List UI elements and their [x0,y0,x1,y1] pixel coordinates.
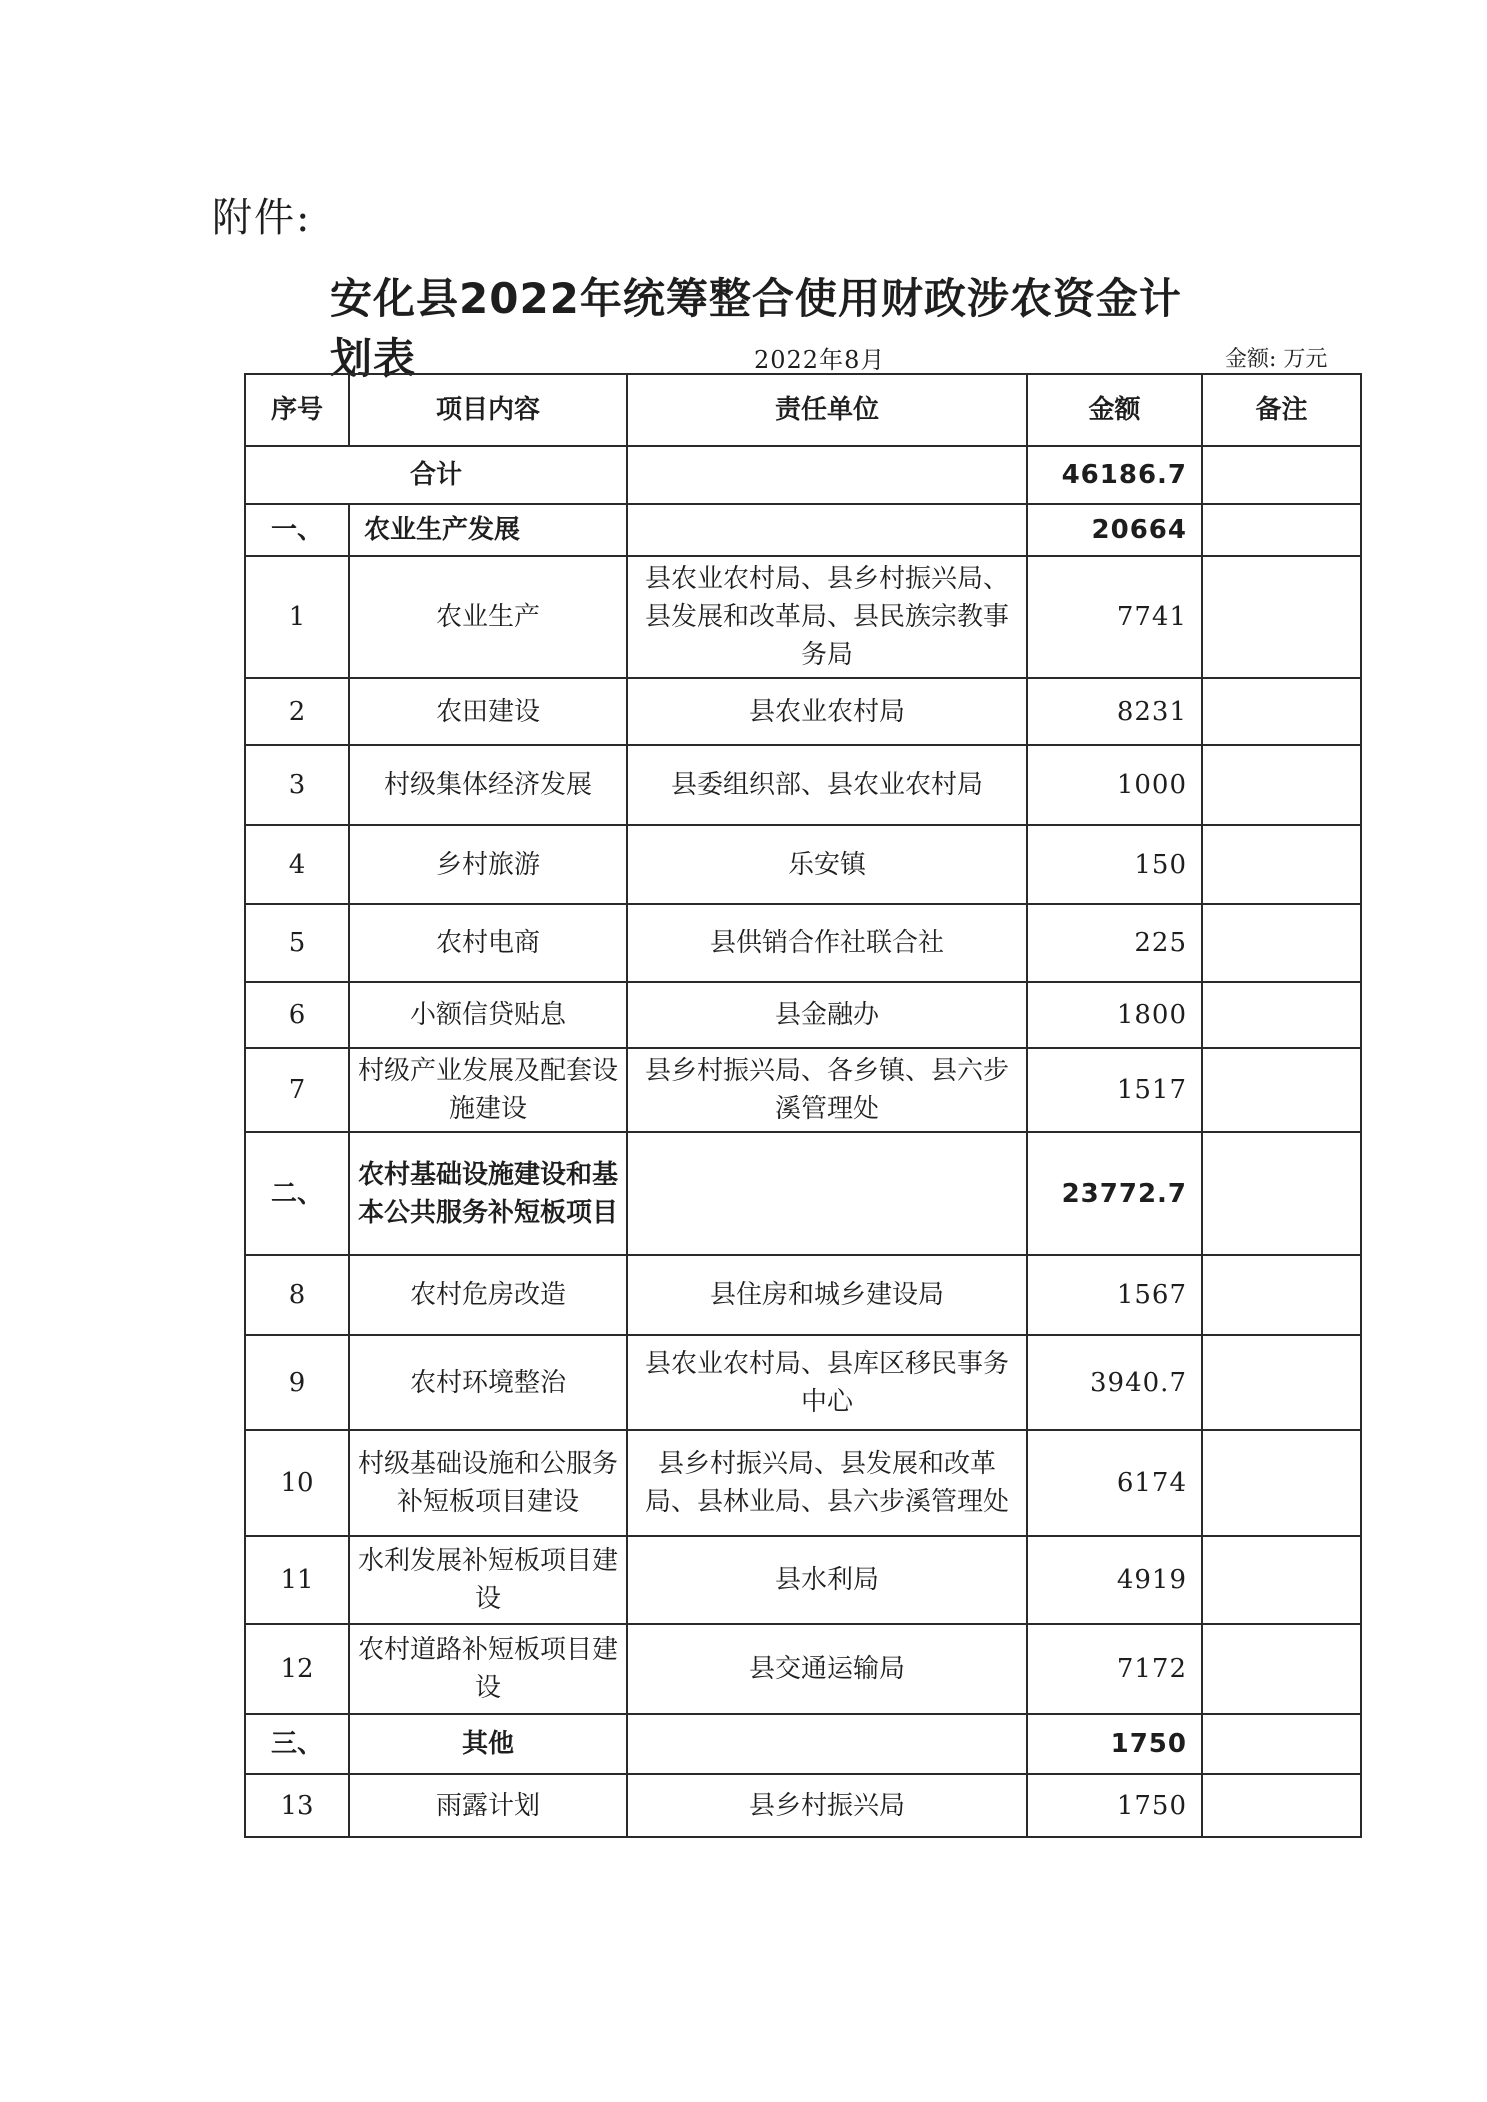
item-content: 乡村旅游 [349,825,627,904]
item-content: 村级集体经济发展 [349,745,627,825]
item-content: 农田建设 [349,678,627,745]
total-note-cell [1202,446,1361,504]
item-amount: 150 [1027,825,1202,904]
item-unit: 县农业农村局 [627,678,1027,745]
item-note [1202,678,1361,745]
item-unit: 县水利局 [627,1536,1027,1624]
section-name: 其他 [349,1714,627,1774]
table-row [245,1774,1361,1837]
section-amount: 1750 [1027,1714,1202,1774]
item-note [1202,745,1361,825]
item-unit: 县农业农村局、县库区移民事务中心 [627,1335,1027,1430]
item-unit: 县乡村振兴局 [627,1774,1027,1837]
section-unit-cell [627,1132,1027,1255]
item-unit: 县金融办 [627,982,1027,1048]
total-amount: 46186.7 [1027,446,1202,504]
item-no: 6 [245,982,349,1048]
section-note-cell [1202,1714,1361,1774]
table-row [245,1048,1361,1132]
section-note-cell [1202,1132,1361,1255]
section-no: 二、 [245,1132,349,1255]
table-row [245,556,1361,678]
table-row [245,1255,1361,1335]
item-unit: 县住房和城乡建设局 [627,1255,1027,1335]
section-row [245,1132,1361,1255]
table-row [245,1624,1361,1714]
item-content: 水利发展补短板项目建设 [349,1536,627,1624]
item-content: 农村道路补短板项目建设 [349,1624,627,1714]
section-name: 农业生产发展 [349,504,627,556]
item-no: 10 [245,1430,349,1536]
document-date: 2022年8月 [754,346,886,374]
total-unit-cell [627,446,1027,504]
section-no: 一、 [245,504,349,556]
item-amount: 8231 [1027,678,1202,745]
table-row [245,1335,1361,1430]
attachment-label: 附件: [212,195,312,241]
item-no: 11 [245,1536,349,1624]
header-no: 序号 [245,374,349,446]
item-unit: 县委组织部、县农业农村局 [627,745,1027,825]
table-row [245,1430,1361,1536]
item-no: 13 [245,1774,349,1837]
item-note [1202,1048,1361,1132]
item-unit: 县交通运输局 [627,1624,1027,1714]
item-content: 农业生产 [349,556,627,678]
item-content: 农村危房改造 [349,1255,627,1335]
item-amount: 1750 [1027,1774,1202,1837]
item-unit: 县供销合作社联合社 [627,904,1027,982]
item-no: 12 [245,1624,349,1714]
item-amount: 7172 [1027,1624,1202,1714]
amount-unit: 金额: 万元 [1225,347,1328,372]
table-row [245,1536,1361,1624]
section-row [245,504,1361,556]
item-no: 3 [245,745,349,825]
item-note [1202,1335,1361,1430]
table-row [245,825,1361,904]
section-no: 三、 [245,1714,349,1774]
section-unit-cell [627,1714,1027,1774]
item-note [1202,556,1361,678]
section-name: 农村基础设施建设和基本公共服务补短板项目 [349,1132,627,1255]
header-unit: 责任单位 [627,374,1027,446]
item-no: 8 [245,1255,349,1335]
item-no: 7 [245,1048,349,1132]
section-note-cell [1202,504,1361,556]
section-amount: 23772.7 [1027,1132,1202,1255]
table-row [245,904,1361,982]
section-unit-cell [627,504,1027,556]
item-content: 雨露计划 [349,1774,627,1837]
table-header-row [245,374,1361,446]
item-amount: 1567 [1027,1255,1202,1335]
item-note [1202,1774,1361,1837]
total-label: 合计 [245,446,627,504]
total-row [245,446,1361,504]
item-unit: 县乡村振兴局、县发展和改革局、县林业局、县六步溪管理处 [627,1430,1027,1536]
item-no: 2 [245,678,349,745]
header-note: 备注 [1202,374,1361,446]
item-content: 村级产业发展及配套设施建设 [349,1048,627,1132]
item-amount: 6174 [1027,1430,1202,1536]
item-no: 4 [245,825,349,904]
table-row [245,745,1361,825]
table-row [245,678,1361,745]
item-no: 9 [245,1335,349,1430]
item-note [1202,1536,1361,1624]
item-note [1202,1255,1361,1335]
table-row [245,982,1361,1048]
item-note [1202,1624,1361,1714]
item-amount: 1517 [1027,1048,1202,1132]
item-no: 5 [245,904,349,982]
fund-plan-table [244,373,1362,1838]
item-amount: 3940.7 [1027,1335,1202,1430]
header-content: 项目内容 [349,374,627,446]
section-amount: 20664 [1027,504,1202,556]
item-content: 农村电商 [349,904,627,982]
item-amount: 1000 [1027,745,1202,825]
item-note [1202,982,1361,1048]
item-amount: 4919 [1027,1536,1202,1624]
item-content: 农村环境整治 [349,1335,627,1430]
item-content: 村级基础设施和公服务补短板项目建设 [349,1430,627,1536]
item-unit: 县农业农村局、县乡村振兴局、县发展和改革局、县民族宗教事务局 [627,556,1027,678]
item-no: 1 [245,556,349,678]
item-amount: 225 [1027,904,1202,982]
item-amount: 7741 [1027,556,1202,678]
item-amount: 1800 [1027,982,1202,1048]
item-unit: 县乡村振兴局、各乡镇、县六步溪管理处 [627,1048,1027,1132]
item-content: 小额信贷贴息 [349,982,627,1048]
header-amount: 金额 [1027,374,1202,446]
item-unit: 乐安镇 [627,825,1027,904]
item-note [1202,904,1361,982]
section-row [245,1714,1361,1774]
item-note [1202,1430,1361,1536]
item-note [1202,825,1361,904]
document-title: 安化县2022年统筹整合使用财政涉农资金计划表 [330,274,1182,383]
